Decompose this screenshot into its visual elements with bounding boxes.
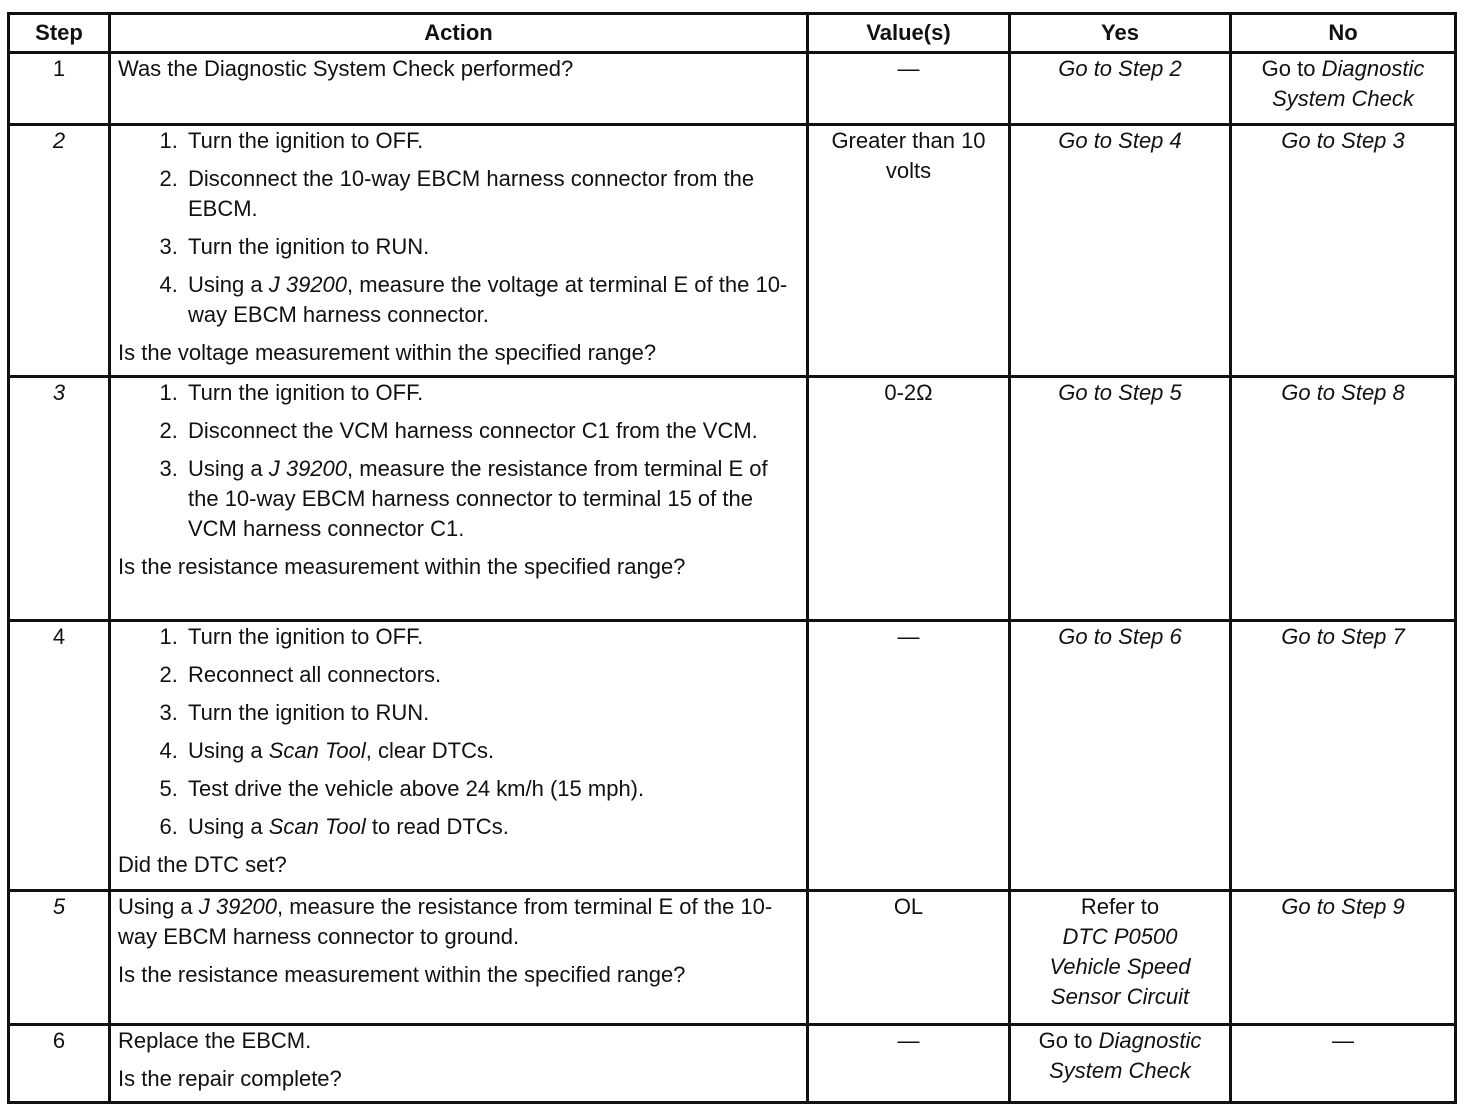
action-cell (110, 891, 808, 1025)
list-item: 1. Turn the ignition to OFF. (184, 622, 799, 652)
no-cell (1231, 377, 1456, 621)
tool-name: J 39200 (268, 272, 348, 297)
header-step: Step (9, 14, 110, 53)
question-text: Did the DTC set? (118, 852, 287, 877)
list-item: 5. Test drive the vehicle above 24 km/h (15 mph). (184, 774, 799, 804)
table-row (9, 377, 1456, 621)
header-values: Value(s) (808, 14, 1010, 53)
action-cell (110, 125, 808, 377)
step-number: 3 (9, 377, 110, 621)
list-item-text: , clear DTCs. (365, 738, 495, 763)
no-cell (1231, 891, 1456, 1025)
yes-cell (1010, 53, 1231, 125)
action-cell (110, 621, 808, 891)
tool-name: J 39200 (198, 894, 278, 919)
no-cell: — (1231, 1025, 1456, 1103)
tool-name: Scan Tool (268, 738, 366, 763)
list-item: 2. Disconnect the 10-way EBCM harness connector from the EBCM. (184, 164, 799, 224)
no-cell (1231, 125, 1456, 377)
yes-cell (1010, 377, 1231, 621)
action-cell (110, 1025, 808, 1103)
question-text: Is the voltage measurement within the specified range? (118, 340, 657, 365)
no-result-prefix: Go to (1261, 56, 1316, 81)
step-number: 6 (9, 1025, 110, 1103)
no-cell (1231, 53, 1456, 125)
value-cell: Greater than 10 volts (808, 125, 1010, 377)
table-row (9, 891, 1456, 1025)
list-item: 3. Turn the ignition to RUN. (184, 232, 799, 262)
yes-result-prefix: Go to (1038, 1028, 1093, 1053)
instruction-text (118, 892, 799, 952)
yes-result-link: Diagnostic System Check (1049, 1028, 1202, 1083)
table-row (9, 125, 1456, 377)
no-result-link: Diagnostic System Check (1272, 56, 1425, 111)
yes-result-line: Vehicle Speed (1049, 954, 1191, 979)
instruction-text: Replace the EBCM. (118, 1028, 312, 1053)
list-item-text: to read DTCs. (365, 814, 509, 839)
header-action: Action (110, 14, 808, 53)
header-row (9, 14, 1456, 53)
list-item: 1. Turn the ignition to OFF. (184, 378, 799, 408)
instruction-part: Using a (118, 894, 193, 919)
step-number: 5 (9, 891, 110, 1025)
yes-result: Go to Step 4 (1058, 128, 1182, 153)
yes-result-line: Sensor Circuit (1050, 984, 1190, 1009)
header-no: No (1231, 14, 1456, 53)
instruction-part: , measure the resistance from terminal E of the 10-way EBCM harness connector to ground. (118, 894, 773, 949)
list-item: 3. Turn the ignition to RUN. (184, 698, 799, 728)
list-item-text: Using a (188, 814, 263, 839)
list-item (184, 812, 799, 842)
question-text: Is the resistance measurement within the specified range? (118, 962, 686, 987)
question-text: Is the repair complete? (118, 1066, 342, 1091)
question-text: Was the Diagnostic System Check performed? (118, 56, 574, 81)
list-item-text: Using a (188, 272, 263, 297)
yes-result: Go to Step 6 (1058, 624, 1182, 649)
yes-cell (1010, 891, 1231, 1025)
yes-cell (1010, 621, 1231, 891)
yes-cell (1010, 125, 1231, 377)
value-cell: — (808, 621, 1010, 891)
yes-cell (1010, 1025, 1231, 1103)
tool-name: Scan Tool (268, 814, 366, 839)
no-result: Go to Step 9 (1281, 894, 1405, 919)
action-cell (110, 377, 808, 621)
list-item: 2. Disconnect the VCM harness connector C1 from the VCM. (184, 416, 799, 446)
table-row (9, 621, 1456, 891)
list-item (184, 454, 799, 544)
step-list (118, 378, 799, 544)
list-item-text: , measure the voltage at terminal E of the 10-way EBCM harness connector. (188, 272, 788, 327)
list-item (184, 736, 799, 766)
value-cell: OL (808, 891, 1010, 1025)
value-cell: — (808, 1025, 1010, 1103)
step-number: 4 (9, 621, 110, 891)
no-result: Go to Step 7 (1281, 624, 1405, 649)
tool-name: J 39200 (268, 456, 348, 481)
list-item-text: Using a (188, 738, 263, 763)
yes-result-line: DTC P0500 (1062, 924, 1178, 949)
list-item-text: Using a (188, 456, 263, 481)
diagnostic-table (7, 12, 1457, 1104)
yes-result: Go to Step 2 (1058, 56, 1182, 81)
value-cell: 0-2Ω (808, 377, 1010, 621)
no-result: Go to Step 3 (1281, 128, 1405, 153)
no-result: Go to Step 8 (1281, 380, 1405, 405)
yes-result-line: Refer to (1080, 894, 1160, 919)
question-text: Is the resistance measurement within the specified range? (118, 554, 686, 579)
table-row (9, 1025, 1456, 1103)
no-cell (1231, 621, 1456, 891)
step-list (118, 622, 799, 842)
step-list (118, 126, 799, 330)
step-number: 2 (9, 125, 110, 377)
step-number: 1 (9, 53, 110, 125)
yes-result: Go to Step 5 (1058, 380, 1182, 405)
action-cell (110, 53, 808, 125)
table-row (9, 53, 1456, 125)
list-item (184, 270, 799, 330)
header-yes: Yes (1010, 14, 1231, 53)
value-cell: — (808, 53, 1010, 125)
list-item: 2. Reconnect all connectors. (184, 660, 799, 690)
list-item-text: , measure the resistance from terminal E of the 10-way EBCM harness connector to terminal 15 of the VCM harness connector C1. (188, 456, 768, 541)
list-item: 1. Turn the ignition to OFF. (184, 126, 799, 156)
